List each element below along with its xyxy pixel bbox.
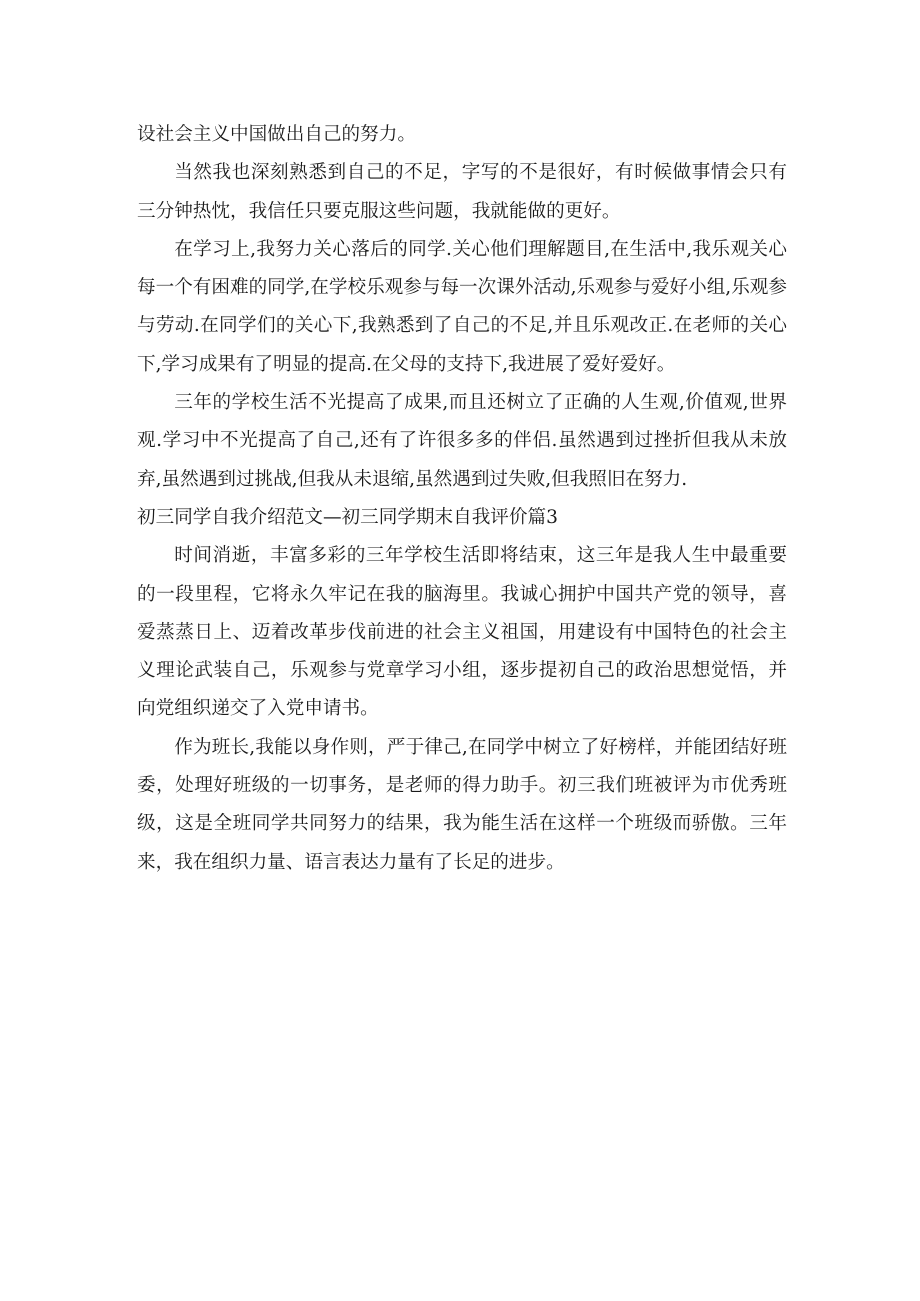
paragraph-shortcomings: 当然我也深刻熟悉到自己的不足，字写的不是很好，有时候做事情会只有三分钟热忱，我信任只要克服这些问题，我就能做的更好。 xyxy=(137,162,787,222)
paragraph-class-monitor: 作为班长,我能以身作则，严于律己,在同学中树立了好榜样，并能团结好班委，处理好班级的一切事务，是老师的得力助手。初三我们班被评为市优秀班级，这是全班同学共同努力的结果，我为能生活在这样一个班级而骄傲。三年来，我在组织力量、语言表达力量有了长足的进步。 xyxy=(137,736,787,873)
section-heading: 初三同学自我介绍范文—初三同学期末自我评价篇3 xyxy=(137,506,558,528)
paragraph-continuation: 设社会主义中国做出自己的努力。 xyxy=(137,124,416,145)
document-body xyxy=(137,116,787,882)
paragraph-three-years: 三年的学校生活不光提高了成果,而且还树立了正确的人生观,价值观,世界观.学习中不光提高了自己,还有了许很多多的伴侣.虽然遇到过挫折但我从未放弃,虽然遇到过挑战,但我从未退缩,虽然遇到过失败,但我照旧在努力. xyxy=(137,392,787,490)
paragraph-time-passes: 时间消逝，丰富多彩的三年学校生活即将结束，这三年是我人生中最重要的一段里程，它将永久牢记在我的脑海里。我诚心拥护中国共产党的领导，喜爱蒸蒸日上、迈着改革步伐前进的社会主义祖国，用建设有中国特色的社会主义理论武装自己，乐观参与党章学习小组，逐步提初自己的政治思想觉悟，并向党组织递交了入党申请书。 xyxy=(137,545,787,720)
paragraph-study-life: 在学习上,我努力关心落后的同学.关心他们理解题目,在生活中,我乐观关心每一个有困难的同学,在学校乐观参与每一次课外活动,乐观参与爱好小组,乐观参与劳动.在同学们的关心下,我熟悉到了自己的不足,并且乐观改正.在老师的关心下,学习成果有了明显的提高.在父母的支持下,我进展了爱好爱好。 xyxy=(137,238,787,375)
